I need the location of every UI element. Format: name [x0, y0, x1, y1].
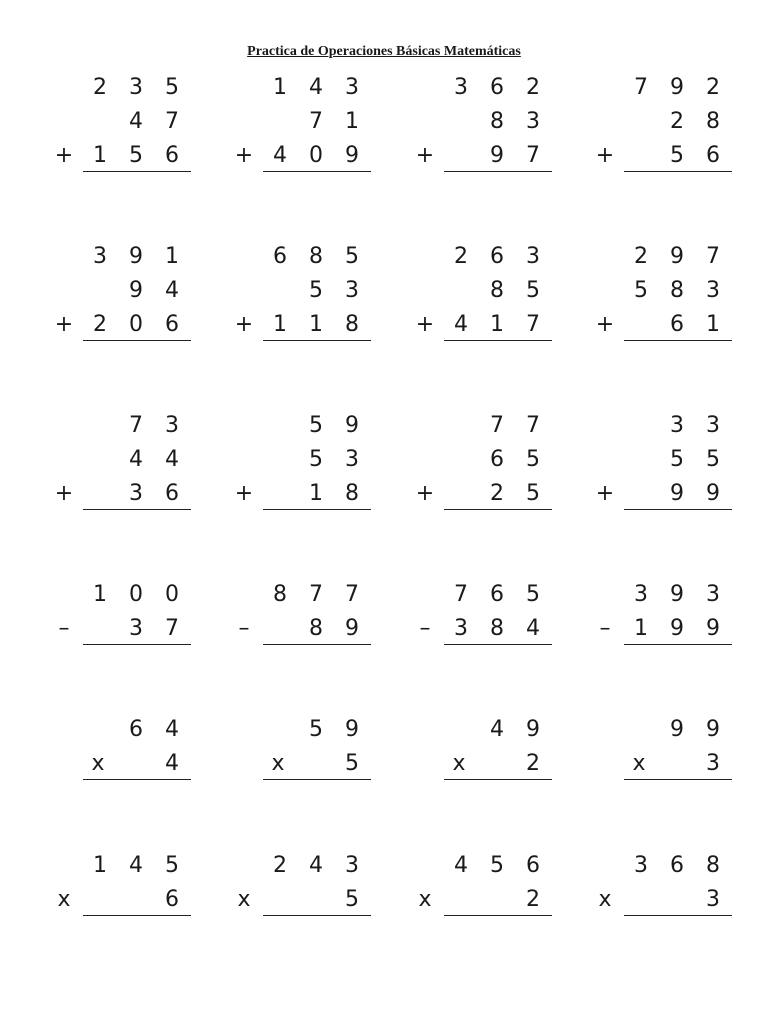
digit: 8 — [670, 278, 684, 303]
digit: 8 — [706, 109, 720, 134]
digit: 6 — [490, 582, 504, 607]
digit: 7 — [706, 244, 720, 269]
operand-line — [52, 311, 232, 338]
digit: 5 — [706, 447, 720, 472]
digit: 7 — [309, 582, 323, 607]
answer-line — [83, 340, 191, 341]
answer-line — [444, 644, 552, 645]
digit: 3 — [634, 582, 648, 607]
answer-line — [624, 509, 732, 510]
digit: 5 — [165, 75, 179, 100]
digit: 3 — [706, 278, 720, 303]
digit: 7 — [454, 582, 468, 607]
digit: 9 — [670, 616, 684, 641]
operator-sign: x — [598, 887, 612, 912]
operator-sign: + — [234, 481, 254, 506]
digit: 8 — [273, 582, 287, 607]
operand-line — [593, 446, 768, 473]
digit: 3 — [129, 75, 143, 100]
digit: 3 — [706, 751, 720, 776]
digit: 8 — [309, 244, 323, 269]
digit: 7 — [526, 143, 540, 168]
digit: 3 — [345, 278, 359, 303]
answer-line — [83, 779, 191, 780]
answer-line — [624, 171, 732, 172]
digit: 9 — [670, 717, 684, 742]
operand-line — [232, 716, 412, 743]
digit: 4 — [129, 447, 143, 472]
operand-line — [52, 716, 232, 743]
operand-line — [52, 142, 232, 169]
operand-line — [52, 581, 232, 608]
digit: 3 — [634, 853, 648, 878]
operator-sign: + — [234, 143, 254, 168]
digit: 4 — [454, 853, 468, 878]
digit: 1 — [93, 582, 107, 607]
digit: 9 — [706, 717, 720, 742]
operand-line — [52, 412, 232, 439]
digit: 9 — [345, 413, 359, 438]
operator-sign: x — [418, 887, 432, 912]
answer-line — [263, 340, 371, 341]
answer-line — [263, 779, 371, 780]
digit: 8 — [490, 278, 504, 303]
operand-line — [413, 615, 593, 642]
digit: 8 — [706, 853, 720, 878]
digit: 5 — [670, 447, 684, 472]
digit: 6 — [273, 244, 287, 269]
operand-line — [413, 311, 593, 338]
operand-line — [593, 581, 768, 608]
digit: 9 — [670, 244, 684, 269]
digit: 2 — [526, 75, 540, 100]
digit: 9 — [670, 481, 684, 506]
operand-line — [232, 581, 412, 608]
digit: 6 — [490, 244, 504, 269]
operator-sign: + — [415, 481, 435, 506]
digit: 4 — [309, 75, 323, 100]
digit: 7 — [165, 109, 179, 134]
operand-line — [413, 852, 593, 879]
operator-sign: + — [54, 312, 74, 337]
operator-sign: + — [415, 143, 435, 168]
operand-line — [413, 108, 593, 135]
digit: 2 — [670, 109, 684, 134]
operator-sign: x — [57, 887, 71, 912]
digit: 7 — [129, 413, 143, 438]
operator-sign: x — [91, 751, 105, 776]
answer-line — [624, 915, 732, 916]
digit: 2 — [93, 312, 107, 337]
operator-sign: – — [599, 616, 611, 641]
digit: 3 — [129, 616, 143, 641]
operand-line — [232, 243, 412, 270]
operand-line — [232, 615, 412, 642]
digit: 1 — [345, 109, 359, 134]
digit: 8 — [490, 616, 504, 641]
operand-line — [593, 243, 768, 270]
operand-line — [52, 446, 232, 473]
answer-line — [624, 644, 732, 645]
answer-line — [263, 509, 371, 510]
digit: 4 — [129, 853, 143, 878]
operand-line — [232, 886, 412, 913]
digit: 5 — [345, 887, 359, 912]
digit: 5 — [309, 717, 323, 742]
operator-sign: x — [632, 751, 646, 776]
operator-sign: – — [419, 616, 431, 641]
operand-line — [413, 74, 593, 101]
answer-line — [624, 340, 732, 341]
digit: 8 — [309, 616, 323, 641]
digit: 9 — [345, 143, 359, 168]
digit: 1 — [490, 312, 504, 337]
operator-sign: + — [54, 143, 74, 168]
digit: 5 — [309, 413, 323, 438]
digit: 4 — [273, 143, 287, 168]
digit: 5 — [526, 447, 540, 472]
operator-sign: + — [415, 312, 435, 337]
operand-line — [52, 615, 232, 642]
digit: 3 — [345, 447, 359, 472]
operand-line — [232, 852, 412, 879]
digit: 5 — [345, 751, 359, 776]
digit: 1 — [93, 143, 107, 168]
digit: 7 — [165, 616, 179, 641]
digit: 9 — [670, 75, 684, 100]
digit: 2 — [706, 75, 720, 100]
digit: 6 — [706, 143, 720, 168]
digit: 5 — [526, 481, 540, 506]
operand-line — [232, 480, 412, 507]
operand-line — [593, 480, 768, 507]
digit: 0 — [129, 312, 143, 337]
operand-line — [413, 277, 593, 304]
digit: 3 — [93, 244, 107, 269]
operator-sign: x — [452, 751, 466, 776]
digit: 5 — [526, 278, 540, 303]
digit: 6 — [129, 717, 143, 742]
digit: 8 — [345, 312, 359, 337]
answer-line — [444, 779, 552, 780]
operand-line — [52, 480, 232, 507]
digit: 3 — [165, 413, 179, 438]
worksheet-title: Practica de Operaciones Básicas Matemáticas — [247, 44, 521, 59]
digit: 6 — [165, 312, 179, 337]
operand-line — [232, 74, 412, 101]
answer-line — [83, 915, 191, 916]
operand-line — [593, 311, 768, 338]
digit: 9 — [706, 481, 720, 506]
digit: 7 — [309, 109, 323, 134]
digit: 2 — [634, 244, 648, 269]
digit: 4 — [165, 717, 179, 742]
digit: 9 — [490, 143, 504, 168]
operand-line — [413, 716, 593, 743]
digit: 9 — [345, 717, 359, 742]
operand-line — [593, 886, 768, 913]
digit: 5 — [670, 143, 684, 168]
digit: 3 — [706, 582, 720, 607]
digit: 6 — [526, 853, 540, 878]
digit: 7 — [490, 413, 504, 438]
operand-line — [593, 750, 768, 777]
operand-line — [413, 243, 593, 270]
operand-line — [232, 311, 412, 338]
operand-line — [413, 142, 593, 169]
digit: 2 — [454, 244, 468, 269]
operator-sign: – — [238, 616, 250, 641]
answer-line — [263, 171, 371, 172]
answer-line — [263, 644, 371, 645]
digit: 3 — [526, 244, 540, 269]
digit: 8 — [490, 109, 504, 134]
digit: 3 — [345, 853, 359, 878]
digit: 4 — [165, 751, 179, 776]
digit: 5 — [165, 853, 179, 878]
digit: 0 — [165, 582, 179, 607]
digit: 3 — [454, 75, 468, 100]
operand-line — [593, 277, 768, 304]
digit: 1 — [309, 312, 323, 337]
operator-sign: + — [595, 481, 615, 506]
digit: 9 — [345, 616, 359, 641]
digit: 6 — [670, 853, 684, 878]
digit: 1 — [634, 616, 648, 641]
digit: 6 — [165, 481, 179, 506]
operator-sign: + — [595, 312, 615, 337]
operand-line — [52, 886, 232, 913]
answer-line — [83, 509, 191, 510]
digit: 7 — [634, 75, 648, 100]
answer-line — [444, 171, 552, 172]
operand-line — [413, 886, 593, 913]
operand-line — [52, 277, 232, 304]
answer-line — [444, 509, 552, 510]
digit: 6 — [490, 447, 504, 472]
operand-line — [232, 277, 412, 304]
operand-line — [232, 750, 412, 777]
answer-line — [83, 644, 191, 645]
digit: 6 — [490, 75, 504, 100]
digit: 4 — [309, 853, 323, 878]
answer-line — [624, 779, 732, 780]
digit: 4 — [490, 717, 504, 742]
digit: 5 — [490, 853, 504, 878]
operand-line — [413, 446, 593, 473]
digit: 5 — [526, 582, 540, 607]
digit: 1 — [93, 853, 107, 878]
digit: 6 — [165, 887, 179, 912]
operand-line — [52, 852, 232, 879]
digit: 1 — [273, 75, 287, 100]
operand-line — [232, 446, 412, 473]
digit: 0 — [129, 582, 143, 607]
digit: 2 — [526, 751, 540, 776]
operator-sign: – — [58, 616, 70, 641]
digit: 1 — [309, 481, 323, 506]
digit: 3 — [526, 109, 540, 134]
digit: 5 — [309, 278, 323, 303]
operator-sign: x — [271, 751, 285, 776]
operand-line — [232, 108, 412, 135]
operand-line — [593, 716, 768, 743]
operand-line — [593, 615, 768, 642]
digit: 7 — [526, 413, 540, 438]
operand-line — [232, 142, 412, 169]
digit: 3 — [454, 616, 468, 641]
digit: 9 — [129, 244, 143, 269]
answer-line — [444, 340, 552, 341]
digit: 1 — [706, 312, 720, 337]
digit: 3 — [345, 75, 359, 100]
digit: 1 — [165, 244, 179, 269]
digit: 9 — [526, 717, 540, 742]
operand-line — [593, 74, 768, 101]
digit: 3 — [129, 481, 143, 506]
digit: 9 — [706, 616, 720, 641]
digit: 6 — [165, 143, 179, 168]
digit: 7 — [345, 582, 359, 607]
digit: 3 — [706, 887, 720, 912]
operand-line — [52, 74, 232, 101]
operand-line — [52, 108, 232, 135]
operator-sign: + — [234, 312, 254, 337]
digit: 2 — [93, 75, 107, 100]
digit: 9 — [670, 582, 684, 607]
digit: 2 — [273, 853, 287, 878]
digit: 3 — [670, 413, 684, 438]
operand-line — [413, 412, 593, 439]
digit: 4 — [165, 447, 179, 472]
digit: 9 — [129, 278, 143, 303]
digit: 4 — [526, 616, 540, 641]
answer-line — [444, 915, 552, 916]
digit: 4 — [165, 278, 179, 303]
operand-line — [593, 852, 768, 879]
answer-line — [83, 171, 191, 172]
digit: 5 — [129, 143, 143, 168]
digit: 5 — [345, 244, 359, 269]
digit: 3 — [706, 413, 720, 438]
digit: 5 — [634, 278, 648, 303]
digit: 5 — [309, 447, 323, 472]
operand-line — [593, 412, 768, 439]
digit: 8 — [345, 481, 359, 506]
operand-line — [593, 142, 768, 169]
operand-line — [413, 750, 593, 777]
operator-sign: + — [54, 481, 74, 506]
digit: 6 — [670, 312, 684, 337]
operator-sign: x — [237, 887, 251, 912]
digit: 2 — [526, 887, 540, 912]
operand-line — [413, 581, 593, 608]
operator-sign: + — [595, 143, 615, 168]
digit: 2 — [490, 481, 504, 506]
digit: 4 — [454, 312, 468, 337]
digit: 4 — [129, 109, 143, 134]
digit: 0 — [309, 143, 323, 168]
operand-line — [593, 108, 768, 135]
answer-line — [263, 915, 371, 916]
operand-line — [413, 480, 593, 507]
operand-line — [52, 750, 232, 777]
operand-line — [52, 243, 232, 270]
operand-line — [232, 412, 412, 439]
digit: 7 — [526, 312, 540, 337]
digit: 1 — [273, 312, 287, 337]
